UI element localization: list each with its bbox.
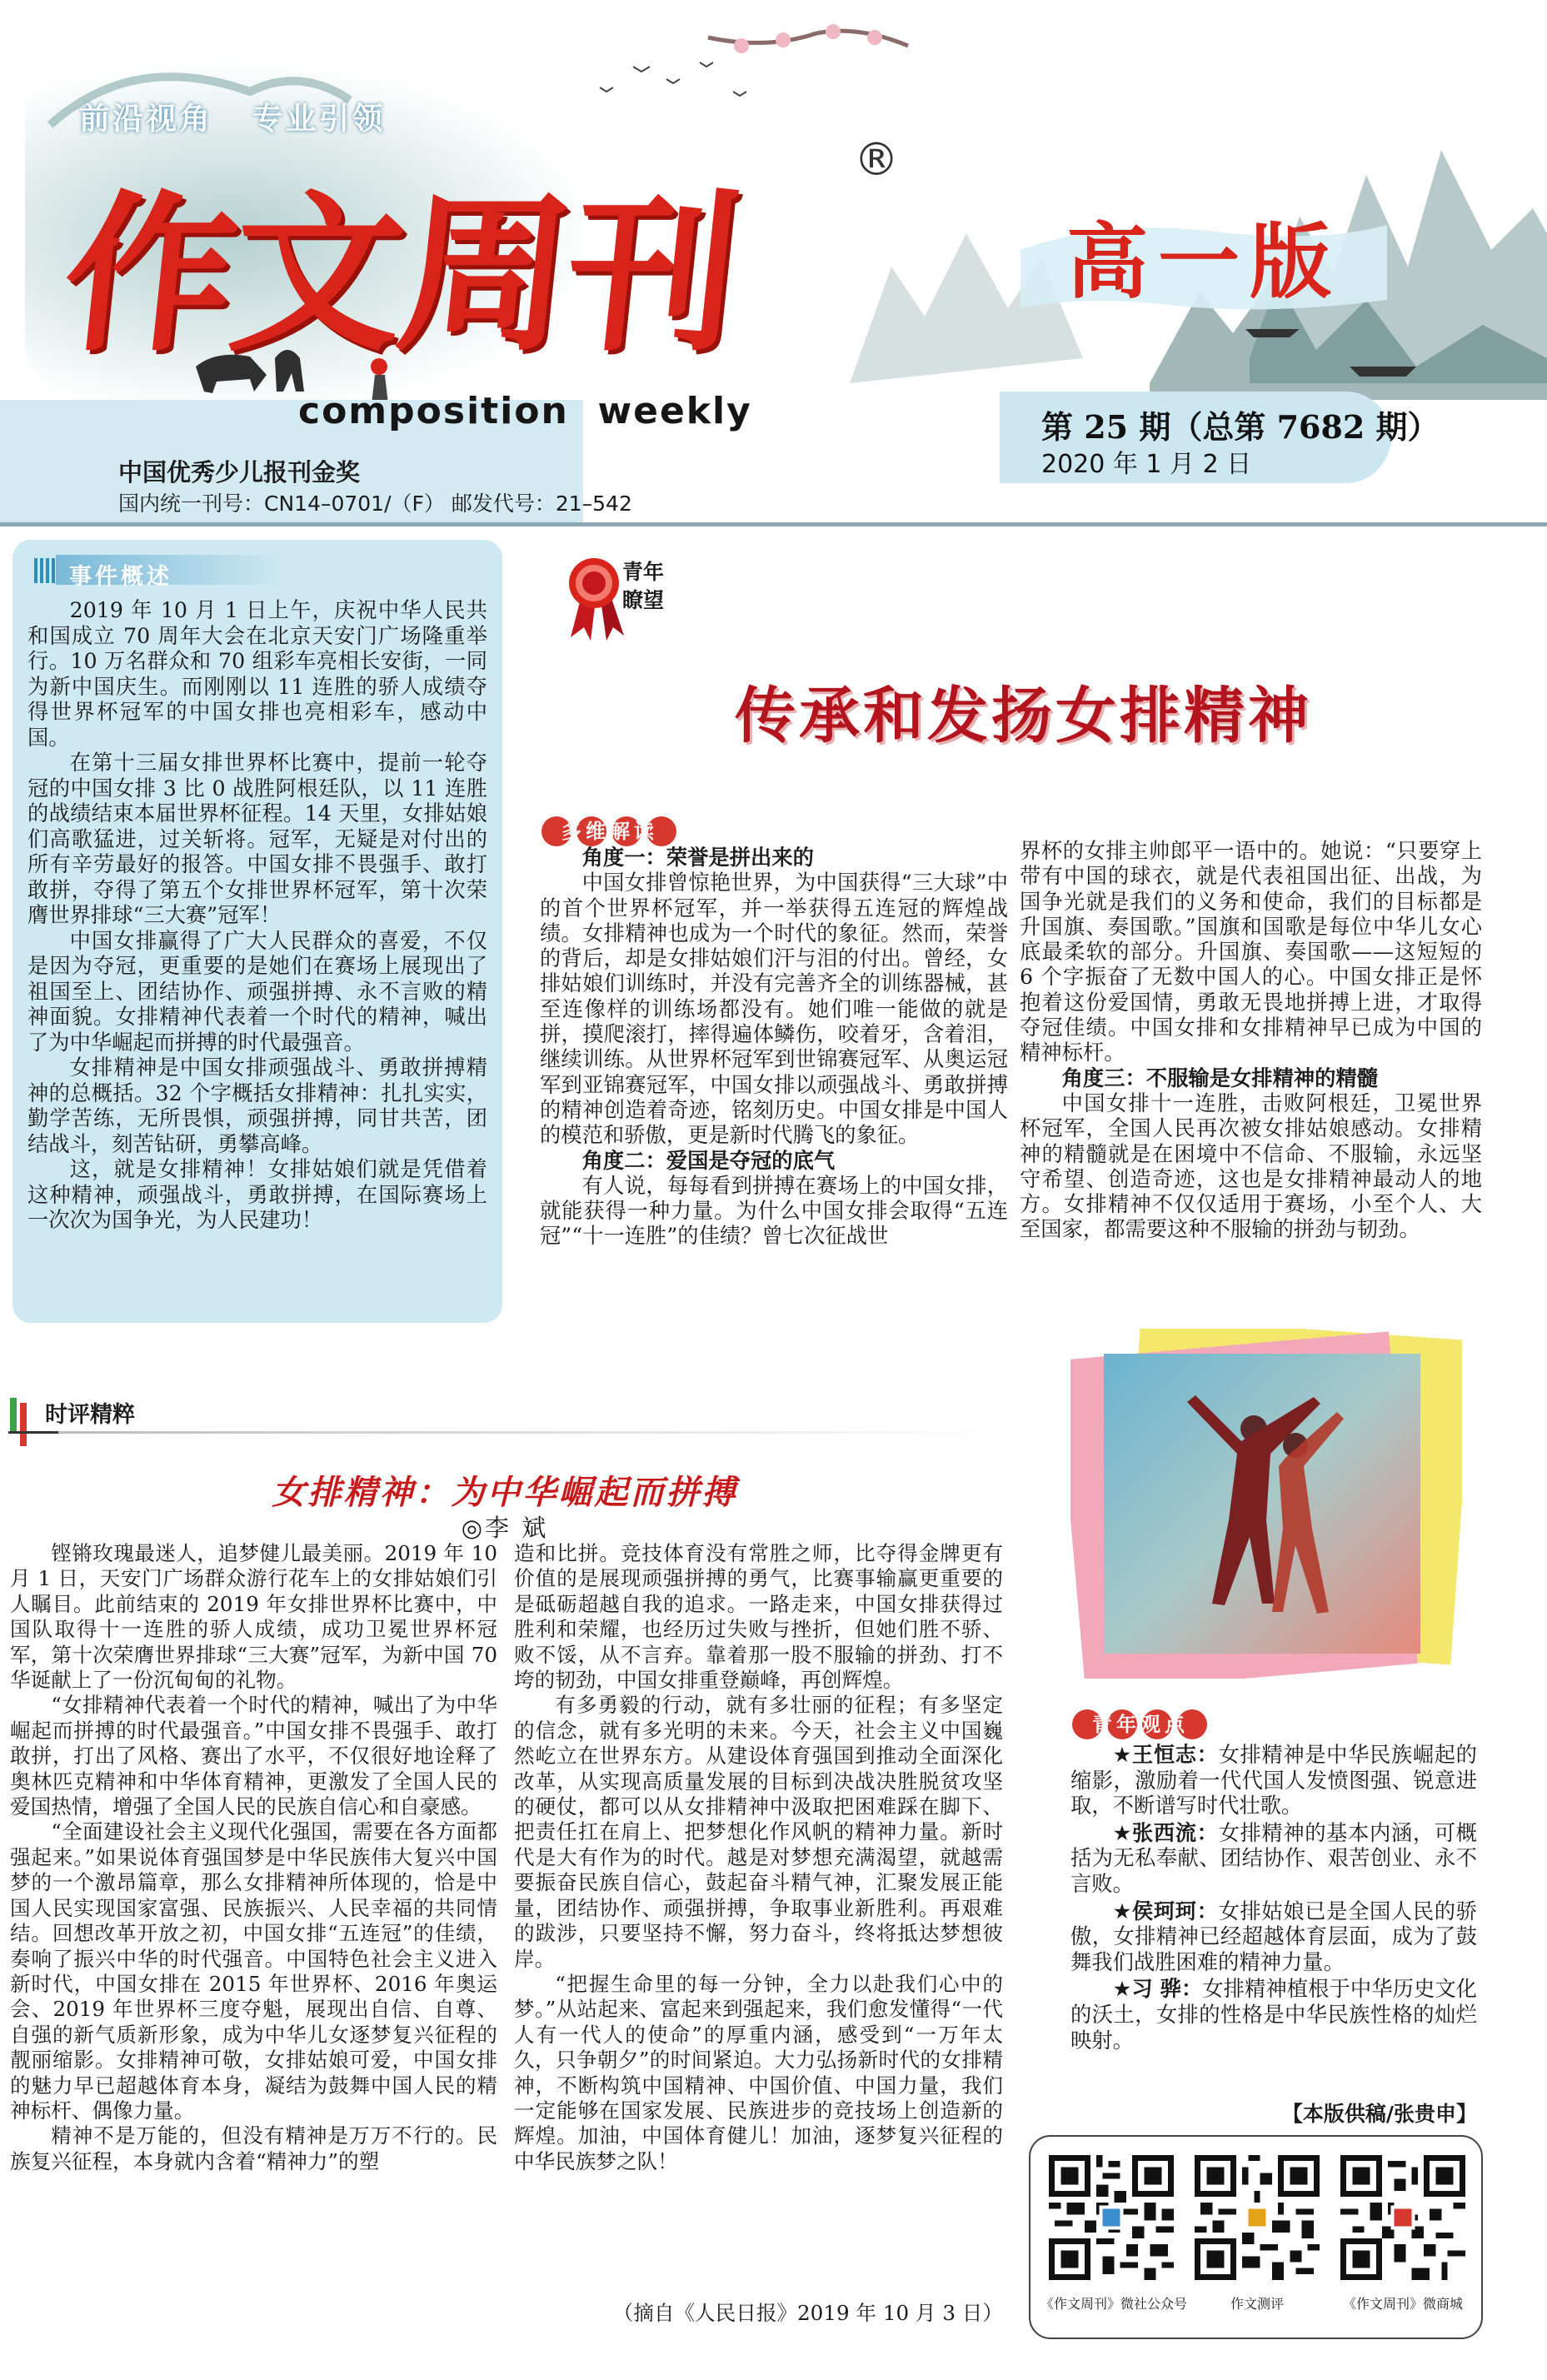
youth-views-tag <box>1070 1708 1210 1741</box>
editorial-source: （摘自《人民日报》2019 年 10 月 3 日） <box>612 2301 1003 2325</box>
summary-paragraph: 女排精神是中国女排顽强战斗、勇敢拼搏精神的总概括。32 个字概括女排精神：扎扎实实，勤学苦练，无所畏惧，顽强拼搏，同甘共苦，团结战斗，刻苦钻研，勇攀高峰。 <box>27 1055 487 1156</box>
view-text: 女排精神植根于中华历史文化的沃土，女排的性格是中华民族性格的灿烂映射。 <box>1070 1977 1477 2053</box>
article-paragraph: 有人说，每每看到拼搏在赛场上的中国女排，就能获得一种力量。为什么中国女排会取得“五连冠”“十一连胜”的佳绩？曾七次征战世 <box>540 1173 1008 1249</box>
issue-number: 第 25 期（总第 7682 期） <box>1041 408 1440 446</box>
view-item <box>1070 1821 1477 1898</box>
view-author: ★习 骅： <box>1112 1977 1203 2002</box>
edition-label: 高一版 <box>1065 215 1341 310</box>
view-author: ★张西流： <box>1112 1820 1219 1845</box>
summary-text <box>27 598 487 1234</box>
summary-paragraph: 在第十三届女排世界杯比赛中，提前一轮夺冠的中国女排 3 比 0 战胜阿根廷队，以 11 连胜的战绩结束本届世界杯征程。14 天里，女排姑娘们高歌猛进，过关斩将。冠军，无疑是对付出的所有辛劳最好的报答。中国女排不畏强手、敢打敢拼，夺得了第五个女排世界杯冠军，第十次荣膺世界排球“三大赛”冠军！ <box>27 751 487 927</box>
summary-tag <box>31 553 286 590</box>
english-subtitle: composition weekly <box>298 390 752 432</box>
view-text: 女排姑娘已是全国人民的骄傲，女排精神已经超越体育层面，成为了鼓舞我们战胜困难的精神力量。 <box>1070 1899 1477 1974</box>
qr-code-panel <box>1029 2135 1483 2339</box>
view-text: 女排精神是中华民族崛起的缩影，激励着一代代国人发愤图强、锐意进取，不断谱写时代壮歌。 <box>1070 1743 1477 1819</box>
editorial-paragraph: 铿锵玫瑰最迷人，追梦健儿最美丽。2019 年 10 月 1 日，天安门广场群众游行花车上的女排姑娘们引人瞩目。此前结束的 2019 年女排世界杯比赛中，中国队取得十一连胜的骄人成绩，成功卫冕世界杯冠军，第十次荣膺世界排球“三大赛”冠军，为新中国 70 华诞献上了一份沉甸甸的礼物。 <box>10 1541 497 1693</box>
page-credit: 【本版供稿/张贵申】 <box>1281 2102 1477 2126</box>
summary-paragraph: 中国女排赢得了广大人民群众的喜爱，不仅是因为夺冠，更重要的是她们在赛场上展现出了祖国至上、团结协作、顽强拼搏、永不言败的精神面貌。女排精神代表着一个时代的精神，喊出了为中华崛起而拼搏的时代最强音。 <box>27 928 487 1055</box>
qr-code-icon[interactable] <box>1195 2155 1320 2280</box>
youth-views-label: 青年观点 <box>1092 1713 1189 1736</box>
article-paragraph: 中国女排十一连胜，击败阿根廷，卫冕世界杯冠军，全国人民再次被女排姑娘感动。女排精神的精髓就是在困境中不信命、不服输，永远坚守希望、创造奇迹，这也是女排精神最动人的地方。女排精神不仅仅适用于赛场，小至个人、大至国家，都需要这种不服输的拼劲与韧劲。 <box>1020 1090 1482 1242</box>
view-text: 女排精神的基本内涵，可概括为无私奉献、团结协作、艰苦创业、永不言败。 <box>1070 1820 1477 1896</box>
summary-label: 事件概述 <box>69 564 172 590</box>
masthead <box>0 0 1547 533</box>
youth-views-list <box>1070 1743 1477 2055</box>
editorial-paragraph: “全面建设社会主义现代化强国，需要在各方面都强起来。”如果说体育强国梦是中华民族伟大复兴中国梦的一个激昂篇章，那么女排精神所体现的，恰是中国人民实现国家富强、民族振兴、人民幸福的共同情结。回想改革开放之初，中国女排“五连冠”的佳绩，奏响了振兴中华的时代强音。中国特色社会主义进入新时代，中国女排在 2015 年世界杯、2016 年奥运会、2019 年世界杯三度夺魁，展现出自信、自尊、自强的新气质新形象，成为中华儿女逐梦复兴征程的靓丽缩影。女排精神可敬，女排姑娘可爱，中国女排的魅力早已超越体育本身，凝结为鼓舞中国人民的精神标杆、偶像力量。 <box>10 1819 497 2123</box>
view-item <box>1070 1743 1477 1819</box>
angle-subheading: 角度三：不服输是女排精神的精髓 <box>1061 1065 1379 1090</box>
slogan: 前沿视角 专业引领 <box>79 101 386 137</box>
qr-caption: 作文测评 <box>1230 2296 1284 2312</box>
view-item <box>1070 1899 1477 1976</box>
editorial-paragraph: 造和比拼。竞技体育没有常胜之师，比夺得金牌更有价值的是展现顽强拼搏的勇气，比赛事输赢更重要的是砥砺超越自我的追求。一路走来，中国女排获得过胜利和荣耀，也经历过失败与挫折，但她们胜不骄、败不馁，从不言弃。靠着那一股不服输的拼劲、打不垮的韧劲，中国女排重登巅峰，再创辉煌。 <box>514 1541 1003 1693</box>
multi-angle-label: 多维解读 <box>561 820 658 843</box>
editorial-paragraph: 有多勇毅的行动，就有多壮丽的征程；有多坚定的信念，就有多光明的未来。今天，社会主义中国巍然屹立在世界东方。从建设体育强国到推动全面深化改革，从实现高质量发展的目标到决战决胜脱贫攻坚的硬仗，都可以从女排精神中汲取把困难踩在脚下、把责任扛在肩上、把梦想化作风帆的精神力量。新时代是大有作为的时代。越是对梦想充满渴望，就越需要振奋民族自信心，鼓起奋斗精气神，汇聚发展正能量，团结协作、顽强拼搏，争取事业新胜利。再艰难的跋涉，只要坚持不懈，努力奋斗，终将抵达梦想彼岸。 <box>514 1693 1003 1971</box>
multi-angle-column-a <box>540 846 1008 1250</box>
column-tag-line: 青年 <box>622 560 665 584</box>
rosette-ribbon-icon <box>561 554 627 641</box>
editorial-section-label: 时评精粹 <box>45 1402 135 1428</box>
event-summary-box <box>12 540 502 1323</box>
volleyball-players-illustration <box>1070 1329 1462 1679</box>
section-mark-icon <box>8 1391 42 1449</box>
summary-paragraph: 这，就是女排精神！女排姑娘们就是凭借着这种精神，顽强战斗，勇敢拼搏，在国际赛场上一次次为国争光，为人民建功！ <box>27 1157 487 1232</box>
editorial-paragraph: “女排精神代表着一个时代的精神，喊出了为中华崛起而拼搏的时代最强音。”中国女排不畏强手、敢打敢拼，打出了风格、赛出了水平，不仅很好地诠释了奥林匹克精神和中华体育精神，更激发了全国人民的爱国热情，增强了全国人民的民族自信心和自豪感。 <box>10 1693 497 1819</box>
editorial-column-1 <box>10 1541 497 2174</box>
article-paragraph: 界杯的女排主帅郎平一语中的。她说：“只要穿上带有中国的球衣，就是代表祖国出征、出战，为国争光就是我们的义务和使命，我们的目标都是升国旗、奏国歌。”国旗和国歌是每位中华儿女心底最柔软的部分。升国旗、奏国歌——这短短的 6 个字振奋了无数中国人的心。中国女排正是怀抱着这份爱国情，勇敢无畏地拼搏上进，才取得夺冠佳绩。中国女排和女排精神早已成为中国的精神标杆。 <box>1020 839 1482 1065</box>
section-rule <box>8 1431 1008 1434</box>
column-tag-line: 瞭望 <box>622 588 665 612</box>
issn-line: 国内统一刊号：CN14–0701/（F） 邮发代号：21–542 <box>118 491 632 516</box>
masthead-rule <box>0 522 1547 526</box>
newspaper-title: 作文周刊 <box>54 175 746 375</box>
editorial-paragraph: 精神不是万能的，但没有精神是万万不行的。民族复兴征程，本身就内含着“精神力”的塑 <box>10 2123 497 2173</box>
view-author: ★侯珂珂： <box>1112 1899 1219 1923</box>
multi-angle-column-b <box>1020 839 1482 1243</box>
registered-trademark: ® <box>854 133 899 186</box>
edition-badge <box>1012 200 1395 325</box>
main-headline: 传承和发扬女排精神 <box>735 680 1312 751</box>
qr-code-icon[interactable] <box>1340 2155 1465 2280</box>
stripe-icon <box>34 558 56 583</box>
multi-angle-tag <box>540 815 680 848</box>
qr-code-icon[interactable] <box>1049 2155 1174 2280</box>
editorial-column-2 <box>514 1541 1003 2174</box>
qr-caption: 《作文周刊》微商城 <box>1342 2296 1463 2312</box>
summary-paragraph: 2019 年 10 月 1 日上午，庆祝中华人民共和国成立 70 周年大会在北京天安门广场隆重举行。10 万名群众和 70 组彩车亮相长安街，一同为新中国庆生。而刚刚以 11 连胜的骄人成绩夺得世界杯冠军的中国女排也亮相彩车，感动中国。 <box>27 598 487 750</box>
qr-caption: 《作文周刊》微社公众号 <box>1040 2296 1188 2312</box>
angle-subheading: 角度二：爱国是夺冠的底气 <box>581 1148 836 1173</box>
issue-date: 2020 年 1 月 2 日 <box>1041 450 1252 479</box>
issue-panel <box>1000 392 1440 483</box>
award-line: 中国优秀少儿报刊金奖 <box>118 458 361 486</box>
angle-subheading: 角度一：荣誉是拼出来的 <box>581 846 814 870</box>
editorial-paragraph: “把握生命里的每一分钟，全力以赴我们心中的梦。”从站起来、富起来到强起来，我们愈发懂得“一代人有一代人的使命”的厚重内涵，感受到“一万年太久，只争朝夕”的时间紧迫。大力弘扬新时代的女排精神，不断构筑中国精神、中国价值、中国力量，我们一定能够在国家发展、民族进步的竞技场上创造新的辉煌。加油，中国体育健儿！加油，逐梦复兴征程的中华民族梦之队！ <box>514 1971 1003 2173</box>
editorial-title: 女排精神：为中华崛起而拼搏 <box>272 1473 738 1512</box>
view-author: ★王恒志： <box>1112 1743 1219 1767</box>
column-tag <box>622 558 664 615</box>
article-paragraph: 中国女排曾惊艳世界，为中国获得“三大球”中的首个世界杯冠军，并一举获得五连冠的辉煌战绩。女排精神也成为一个时代的象征。然而，荣誉的背后，却是女排姑娘们汗与泪的付出。曾经，女排姑娘们训练时，并没有完善齐全的训练器械，甚至连像样的训练场都没有。她们唯一能做的就是拼，摸爬滚打，摔得遍体鳞伤，咬着牙，含着泪，继续训练。从世界杯冠军到世锦赛冠军、从奥运冠军到亚锦赛冠军，中国女排以顽强战斗、勇敢拼搏的精神创造着奇迹，铭刻历史。中国女排是中国人的模范和骄傲，更是新时代腾飞的象征。 <box>540 871 1008 1148</box>
view-item <box>1070 1977 1477 2053</box>
editorial-author: ◎李 斌 <box>461 1514 549 1542</box>
